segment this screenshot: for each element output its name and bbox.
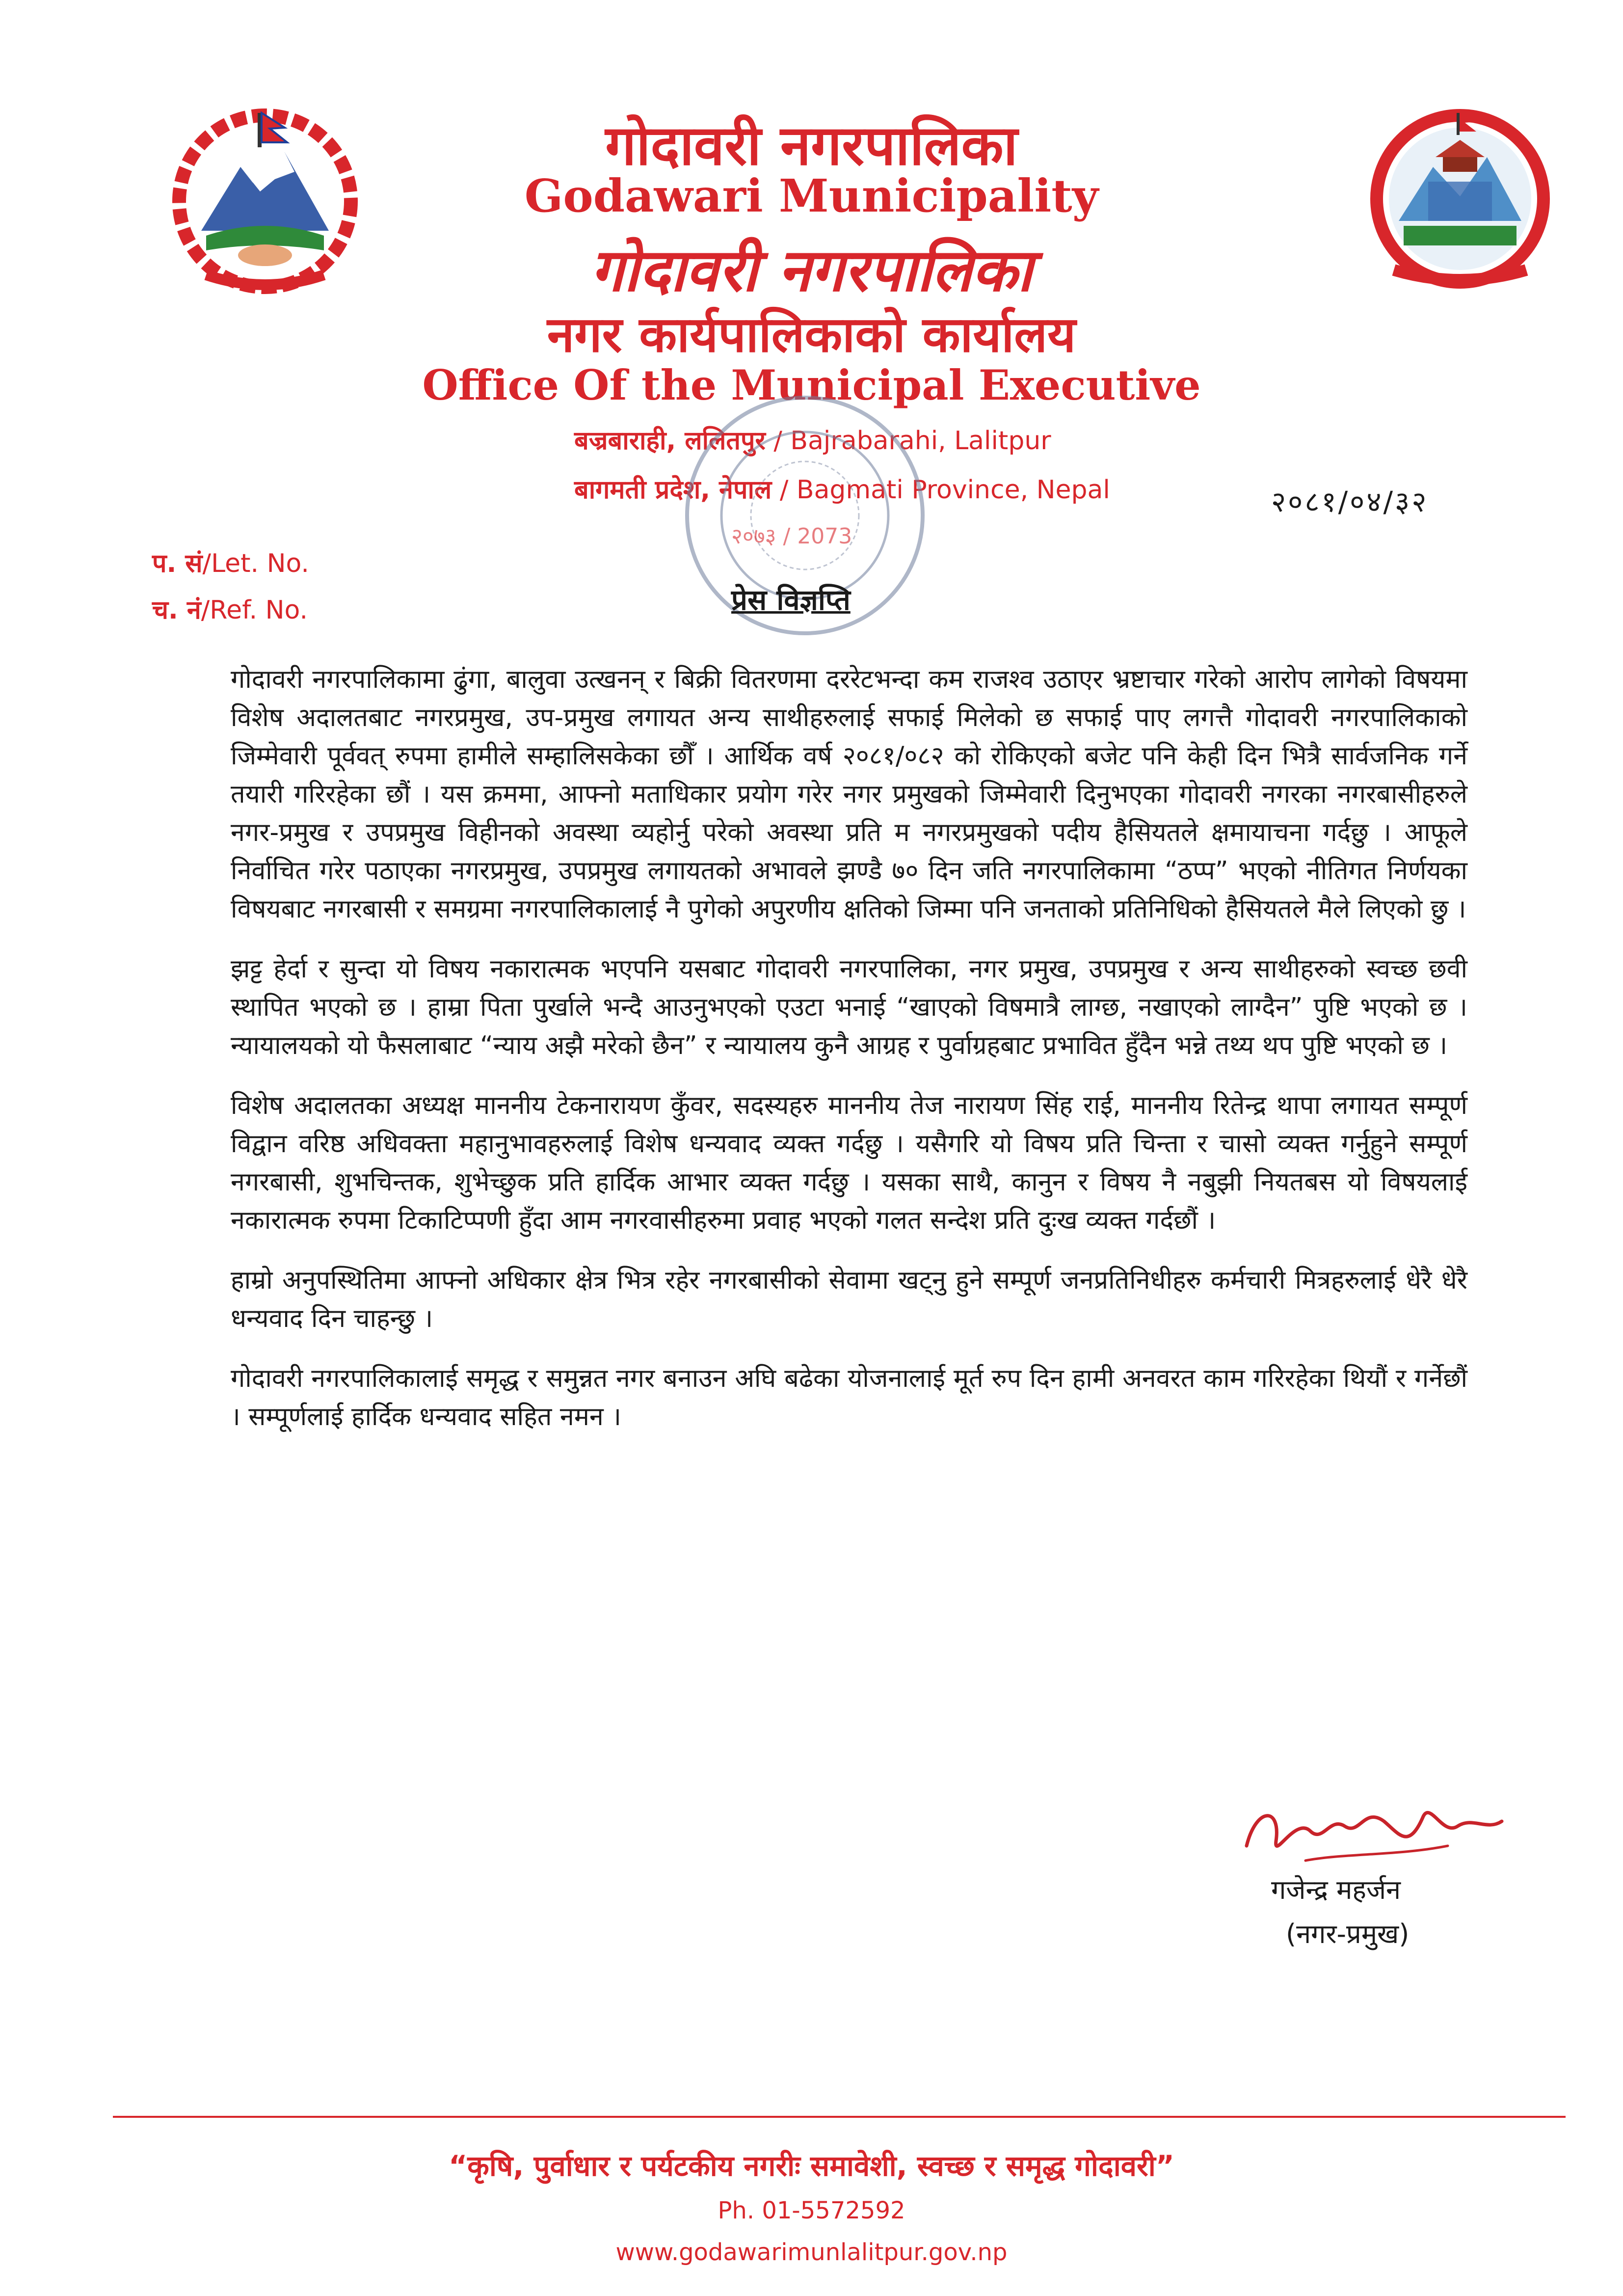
footer-website-link[interactable]: www.godawarimunlalitpur.gov.np [615, 2239, 1008, 2266]
body-paragraph: गोदावरी नगरपालिकालाई समृद्ध र समुन्नत नगर बनाउन अघि बढेका योजनालाई मूर्त रुप दिन हामी अनवरत काम गरिरहेका थियौं र गर्नेछौं । सम्पूर्णलाई हार्दिक धन्यवाद सहित नमन । [231, 1364, 1467, 1432]
municipality-name-nepali: गोदावरी नगरपालिका [605, 114, 1018, 178]
body-paragraph: झट्ट हेर्दा र सुन्दा यो विषय नकारात्मक भएपनि यसबाट गोदावरी नगरपालिका, नगर प्रमुख, उपप्रमुख र अन्य साथीहरुको स्वच्छ छवी स्थापित भएको छ । हाम्रा पिता पुर्खाले भन्दै आउनुभएको एउटा भनाई “खाएको विषमात्रै लाग्छ, नखाएको लाग्दैन” पुष्टि भएको छ । न्यायालयको यो फैसलाबाट “न्याय अझै मरेको छैन” र न्यायालय कुनै आग्रह र पुर्वाग्रहबाट प्रभावित हुँदैन भन्ने तथ्य थप पुष्टि भएको छ । [231, 954, 1467, 1060]
footer-slogan: “कृषि, पुर्वाधार र पर्यटकीय नगरीः समावेशी, स्वच्छ र समृद्ध गोदावरी” [449, 2149, 1174, 2183]
letter-number-label [152, 545, 309, 580]
municipality-name-english: Godawari Municipality [524, 169, 1099, 222]
body-paragraph: गोदावरी नगरपालिकामा ढुंगा, बालुवा उत्खनन् र बिक्री वितरणमा दररेटभन्दा कम राजश्व उठाएर भ्रष्टाचार गरेको आरोप लागेको विषयमा विशेष अदालतबाट नगरप्रमुख, उप-प्रमुख लगायत अन्य साथीहरुलाई सफाई मिलेको छ सफाई पाए लगत्तै गोदावरी नगरपालिकाको जिम्मेवारी पूर्ववत् रुपमा हामीले सम्हालिसकेका छौँ । आर्थिक वर्ष २०८१/०८२ को रोकिएको बजेट पनि केही दिन भित्रै सार्वजनिक गर्ने तयारी गरिरहेका छौं । यस क्रममा, आफ्नो मताधिकार प्रयोग गरेर नगर प्रमुखको जिम्मेवारी दिनुभएका गोदावरी नगरका नगरबासीहरुले नगर-प्रमुख र उपप्रमुख विहीनको अवस्था व्यहोर्नु परेको अवस्था प्रति म नगरप्रमुखको पदीय हैसियतले क्षमायाचना गर्दछु । आफूले निर्वाचित गरेर पठाएका नगरप्रमुख, उपप्रमुख लगायतको अभावले झण्डै ७० दिन जति नगरपालिकामा “ठप्प” भएको नीतिगत निर्णयका विषयबाट नगरबासी र समग्रमा नगरपालिकालाई नै पुगेको अपुरणीय क्षतिको जिम्मा पनि जनताको प्रतिनिधिको हैसियतले मैले लिएको छु । [231, 665, 1467, 924]
letter-number-label-english: Let. No. [211, 549, 309, 578]
footer-phone: Ph. 01-5572592 [718, 2197, 905, 2224]
signatory-title: (नगर-प्रमुख) [1286, 1918, 1410, 1949]
letter-body [231, 660, 1467, 1458]
address-line-2-english: Bagmati Province, Nepal [796, 475, 1110, 505]
address-line-1-nepali: बज्रबाराही, ललितपुर [574, 426, 766, 456]
document-title: प्रेस विज्ञप्ति [731, 583, 851, 617]
body-paragraph: विशेष अदालतका अध्यक्ष माननीय टेकनारायण कुँवर, सदस्यहरु माननीय तेज नारायण सिंह राई, माननीय रितेन्द्र थापा लगायत सम्पूर्ण विद्वान वरिष्ठ अधिवक्ता महानुभावहरुलाई विशेष धन्यवाद व्यक्त गर्दछु । यसैगरि यो विषय प्रति चिन्ता र चासो व्यक्त गर्नुहुने सम्पूर्ण नगरबासी, शुभचिन्तक, शुभेच्छुक प्रति हार्दिक आभार व्यक्त गर्दछु । यसका साथै, कानुन र विषय नै नबुझी नियतबस यो विषयलाई नकारात्मक रुपमा टिकाटिप्पणी हुँदा आम नगरवासीहरुमा प्रवाह भएको गलत सन्देश प्रति दुःख व्यक्त गर्दछौं । [231, 1091, 1467, 1235]
letter-date: २०८१/०४/३२ [1271, 485, 1429, 518]
separator: / [773, 426, 782, 456]
address-line-1-english: Bajrabarahi, Lalitpur [790, 426, 1051, 456]
separator: / [201, 595, 210, 625]
reference-number-label-nepali: च. नं [152, 595, 201, 625]
letter-number-label-nepali: प. सं [152, 549, 203, 578]
reference-number-label [152, 592, 308, 626]
signatory-name: गजेन्द्र महर्जन [1271, 1874, 1401, 1905]
separator: / [779, 475, 789, 505]
reference-number-label-english: Ref. No. [210, 595, 308, 625]
address-line-2-nepali: बागमती प्रदेश, नेपाल [574, 475, 772, 505]
office-name-nepali: नगर कार्यपालिकाको कार्यालय [547, 306, 1076, 363]
separator: / [202, 549, 212, 578]
footer-divider [113, 2116, 1566, 2118]
office-name-english: Office Of the Municipal Executive [422, 361, 1201, 409]
body-paragraph: हाम्रो अनुपस्थितिमा आफ्नो अधिकार क्षेत्र भित्र रहेर नगरबासीको सेवामा खट्नु हुने सम्पूर्ण जनप्रतिनिधीहरु कर्मचारी मित्रहरुलाई धेरै धेरै धन्यवाद दिन चाहन्छु । [231, 1266, 1467, 1333]
stamp-year: २०७३ / 2073 [731, 524, 852, 549]
municipality-name-stylized: गोदावरी नगरपालिका [590, 237, 1033, 305]
